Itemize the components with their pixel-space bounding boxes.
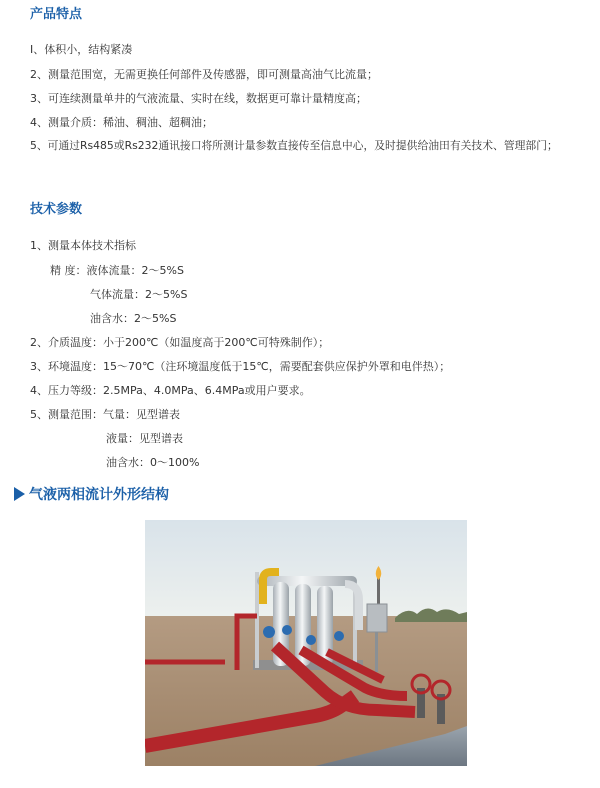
- feature-item-3: 3、可连续测量单井的气液流量、实时在线，数据更可靠计量精度高；: [30, 92, 367, 105]
- structure-heading: [14, 484, 169, 504]
- spec-line-3: 气体流量：2～5%S: [90, 288, 188, 301]
- spec-line-4: 油含水：2～5%S: [90, 312, 177, 325]
- features-heading: 产品特点: [30, 7, 83, 22]
- feature-item-1: Ⅰ、体积小，结构紧凑: [30, 43, 133, 56]
- spec-line-1: 1、测量本体技术指标: [30, 239, 136, 252]
- feature-item-5: 5、可通过Rs485或Rs232通讯接口将所测计量参数直接传至信息中心，及时提供给油田有关技术、管理部门；: [30, 139, 558, 152]
- feature-item-4: 4、测量介质：稀油、稠油、超稠油；: [30, 116, 213, 129]
- specs-heading: 技术参数: [30, 202, 83, 217]
- spec-line-9: 液量：见型谱表: [106, 432, 183, 445]
- spec-line-6: 3、环境温度：15～70℃（注环境温度低于15℃，需要配套供应保护外罩和电伴热）；: [30, 360, 451, 373]
- spec-line-2: 精 度：液体流量：2～5%S: [50, 264, 184, 277]
- triangle-bullet-icon: [14, 487, 25, 501]
- flowmeter-photo: [145, 520, 467, 766]
- spec-line-10: 油含水：0～100%: [106, 456, 200, 469]
- structure-heading-text: 气液两相流计外形结构: [29, 487, 169, 503]
- feature-item-2: 2、测量范围宽，无需更换任何部件及传感器，即可测量高油气比流量；: [30, 68, 378, 81]
- spec-line-8: 5、测量范围：气量：见型谱表: [30, 408, 180, 421]
- flowmeter-photo-drawing: [145, 520, 467, 766]
- spec-line-7: 4、压力等级：2.5MPa、4.0MPa、6.4MPa或用户要求。: [30, 384, 311, 397]
- spec-line-5: 2、介质温度：小于200℃（如温度高于200℃可特殊制作）；: [30, 336, 330, 349]
